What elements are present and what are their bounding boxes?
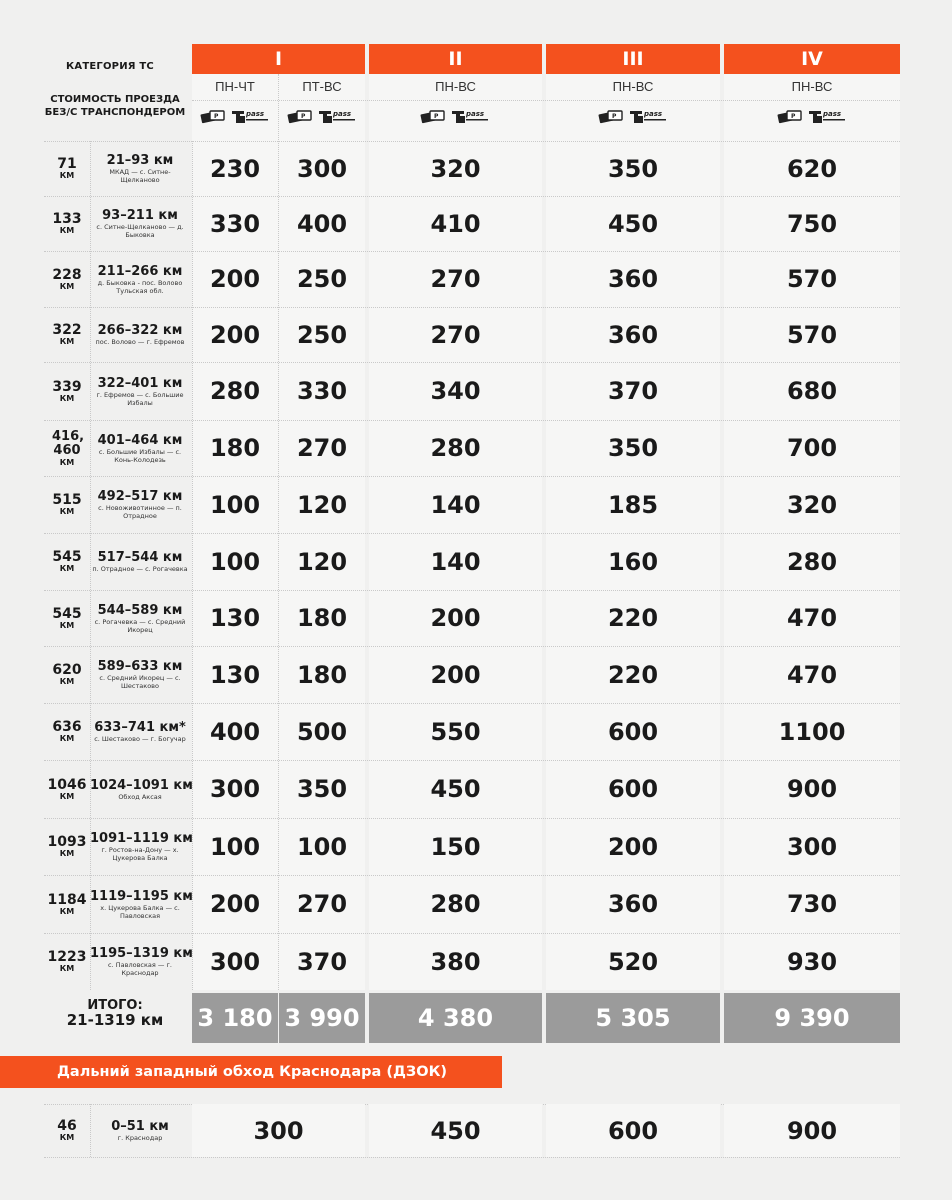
column-divider <box>278 74 279 990</box>
segment-range: 492–517 км <box>97 489 183 504</box>
segment <box>90 646 190 703</box>
transponder-icons <box>192 108 278 124</box>
days-label: ПН-ЧТ <box>215 79 255 94</box>
km-marker <box>44 875 90 933</box>
km-value: 545 <box>52 549 82 565</box>
km-unit: КМ <box>59 281 75 291</box>
total-cell: 4 380 <box>369 993 542 1043</box>
price-cell: 270 <box>430 265 481 293</box>
price-cell: 350 <box>607 154 659 183</box>
segment-range: 211–266 км <box>97 263 183 279</box>
price-cell: 320 <box>786 490 838 519</box>
km-value: 228 <box>52 266 82 283</box>
segment-range: 544–589 км <box>97 602 183 618</box>
card-cash-icon <box>200 108 228 124</box>
price-cell: 200 <box>209 890 261 918</box>
km-unit: КМ <box>59 677 75 686</box>
price-cell: 450 <box>607 209 659 238</box>
segment <box>90 933 193 990</box>
total-cell: 3 180 <box>192 993 278 1043</box>
km-unit: КМ <box>59 507 75 516</box>
svg-text:pass: pass <box>245 110 264 118</box>
card-cash-icon <box>598 108 626 124</box>
price-cell: 200 <box>430 660 481 689</box>
km-value: 515 <box>52 492 82 508</box>
segment-range: 517–544 км <box>97 550 183 565</box>
segment <box>90 362 190 420</box>
segment <box>90 420 190 476</box>
price-cell: 270 <box>430 320 481 349</box>
km-unit: КМ <box>59 620 75 630</box>
km-value: 1223 <box>47 949 87 965</box>
class-header-2: II <box>369 44 542 74</box>
price-cell: 900 <box>724 1104 900 1157</box>
price-cell: 370 <box>607 377 659 405</box>
segment <box>90 760 193 818</box>
table-row <box>0 196 952 251</box>
svg-text:P: P <box>434 113 439 120</box>
price-cell: 450 <box>430 775 481 803</box>
price-cell: 220 <box>607 604 659 632</box>
price-cell: 140 <box>430 547 481 576</box>
t-pass-icon <box>231 108 271 124</box>
price-cell: 140 <box>430 490 481 519</box>
km-unit: КМ <box>59 791 75 801</box>
segment-range: 633–741 км* <box>94 720 186 735</box>
segment-places: Обход Аксая <box>118 792 162 801</box>
km-marker <box>44 141 90 196</box>
price-cell: 570 <box>786 320 838 349</box>
price-cell: 130 <box>209 660 261 689</box>
km-unit: КМ <box>59 337 75 346</box>
t-pass-icon <box>808 108 848 124</box>
price-cell: 360 <box>607 890 659 918</box>
price-cell: 300 <box>192 1104 365 1157</box>
km-marker <box>44 818 90 875</box>
price-cell: 280 <box>209 377 261 405</box>
price-cell: 280 <box>786 547 838 576</box>
price-cell: 750 <box>786 209 838 238</box>
price-cell: 600 <box>546 1104 720 1157</box>
price-cell: 470 <box>786 660 838 689</box>
km-marker <box>44 420 90 476</box>
price-cell: 150 <box>430 832 481 861</box>
segment <box>90 818 193 875</box>
segment-range: 1195–1319 км <box>90 946 193 961</box>
segment-places: с. Павловская — г. Краснодар <box>108 961 172 977</box>
price-cell: 200 <box>607 832 659 861</box>
km-value: 71 <box>57 156 77 172</box>
segment-places: д. Быковка - пос. Волово Тульская обл. <box>97 278 183 295</box>
km-unit: КМ <box>59 393 75 403</box>
table-row <box>0 590 952 646</box>
svg-text:P: P <box>213 113 218 120</box>
km-unit: КМ <box>59 734 75 743</box>
segment-places: с. Большие Избалы — с. Конь-Колодезь <box>98 447 182 464</box>
price-cell: 680 <box>786 377 838 405</box>
km-marker <box>44 362 90 420</box>
price-cell: 300 <box>209 775 261 803</box>
svg-text:P: P <box>790 113 795 120</box>
segment-places: МКАД — с. Ситне-Щелканово <box>109 168 171 184</box>
price-cell: 250 <box>296 265 348 293</box>
svg-text:P: P <box>611 113 616 120</box>
segment-range: 21–93 км <box>106 153 174 168</box>
segment-places: пос. Волово — г. Ефремов <box>95 338 185 346</box>
segment-places: с. Рогачевка — с. Средний Икорец <box>94 617 186 634</box>
price-cell: 930 <box>786 947 838 976</box>
segment-places: г. Краснодар <box>117 1134 163 1142</box>
km-value: 1184 <box>47 891 87 908</box>
total-cell: 9 390 <box>724 993 900 1043</box>
km-marker <box>44 760 90 818</box>
price-cell: 450 <box>369 1104 542 1157</box>
segment <box>90 1104 190 1157</box>
price-cell: 520 <box>607 947 659 976</box>
table-row <box>0 420 952 476</box>
km-value: 416, 460 <box>52 428 85 458</box>
svg-text:pass: pass <box>822 110 841 118</box>
price-cell: 280 <box>430 890 481 918</box>
km-marker <box>44 307 90 362</box>
km-value: 322 <box>52 322 82 338</box>
km-unit: КМ <box>59 226 75 235</box>
price-cell: 1100 <box>778 717 846 746</box>
column-divider <box>192 141 193 990</box>
segment <box>90 307 190 362</box>
table-row <box>0 533 952 590</box>
km-unit: КМ <box>59 906 75 916</box>
svg-text:P: P <box>300 113 305 120</box>
km-unit: КМ <box>59 457 75 467</box>
segment-range: 322–401 км <box>97 375 183 391</box>
card-cash-icon <box>777 108 805 124</box>
km-marker <box>44 196 90 251</box>
price-cell: 300 <box>209 947 261 976</box>
km-unit: КМ <box>59 171 75 180</box>
price-cell: 100 <box>209 547 261 576</box>
segment-places: с. Ситне-Щелканово — д. Быковка <box>96 223 184 239</box>
price-cell: 600 <box>607 775 659 803</box>
price-cell: 550 <box>430 717 481 746</box>
row-divider <box>44 1157 900 1158</box>
total-cell: 5 305 <box>546 993 720 1043</box>
km-value: 545 <box>52 605 82 622</box>
segment-places: с. Новоживотинное — п. Отрадное <box>98 504 182 520</box>
km-marker <box>44 646 90 703</box>
price-cell: 620 <box>786 154 838 183</box>
price-cell: 730 <box>786 890 838 918</box>
segment <box>90 533 190 590</box>
km-value: 1093 <box>47 834 87 850</box>
class-header-1: I <box>192 44 365 74</box>
price-cell: 100 <box>209 832 261 861</box>
km-marker <box>44 933 90 990</box>
segment-range: 93–211 км <box>102 208 178 223</box>
price-cell: 340 <box>430 377 481 405</box>
svg-text:pass: pass <box>332 110 351 118</box>
t-pass-icon <box>629 108 669 124</box>
table-row <box>0 760 952 818</box>
price-cell: 330 <box>209 209 261 238</box>
segment-places: с. Средний Икорец — с. Шестаково <box>99 674 181 690</box>
class-header-3: III <box>546 44 720 74</box>
segment-range: 589–633 км <box>97 659 183 674</box>
price-cell: 350 <box>296 775 348 803</box>
divider <box>192 100 900 101</box>
price-cell: 380 <box>430 947 481 976</box>
km-unit: КМ <box>59 1133 75 1142</box>
price-cell: 185 <box>607 490 659 519</box>
price-cell: 700 <box>786 434 838 462</box>
column-divider <box>90 141 91 990</box>
price-cell: 180 <box>296 604 348 632</box>
km-value: 620 <box>52 662 82 678</box>
table-row <box>0 703 952 760</box>
price-cell: 120 <box>296 547 348 576</box>
segment-range: 0–51 км <box>111 1119 169 1134</box>
km-unit: КМ <box>59 849 75 858</box>
table-row <box>0 362 952 420</box>
price-cell: 130 <box>209 604 261 632</box>
price-cell: 410 <box>430 209 481 238</box>
dzok-banner: Дальний западный обход Краснодара (ДЗОК) <box>0 1056 502 1088</box>
transponder-icons <box>546 108 720 124</box>
km-marker <box>44 251 90 307</box>
segment-range: 401–464 км <box>97 432 183 448</box>
price-cell: 230 <box>209 154 261 183</box>
segment <box>90 703 190 760</box>
segment-range: 1091–1119 км <box>90 831 193 846</box>
km-marker <box>44 476 90 533</box>
svg-text:pass: pass <box>643 110 662 118</box>
table-row <box>0 818 952 875</box>
km-value: 46 <box>57 1118 77 1134</box>
segment-places: с. Шестаково — г. Богучар <box>94 735 186 743</box>
segment <box>90 590 190 646</box>
transponder-icons <box>369 108 542 124</box>
segment <box>90 196 190 251</box>
segment <box>90 141 190 196</box>
segment-range: 266–322 км <box>97 323 183 338</box>
t-pass-icon <box>318 108 358 124</box>
price-cell: 180 <box>296 660 348 689</box>
days-label: ПН-ВС <box>435 79 476 94</box>
price-cell: 270 <box>296 890 348 918</box>
price-cell: 320 <box>430 154 481 183</box>
km-unit: КМ <box>59 564 75 573</box>
table-row <box>0 307 952 362</box>
price-cell: 570 <box>786 265 838 293</box>
total-label <box>40 998 190 1028</box>
price-cell: 500 <box>296 717 348 746</box>
total-cell: 3 990 <box>279 993 365 1043</box>
segment-places: г. Ростов-на-Дону — х. Цукерова Балка <box>101 846 179 862</box>
km-value: 1046 <box>47 776 87 793</box>
price-cell: 300 <box>786 832 838 861</box>
price-cell: 400 <box>209 717 261 746</box>
price-cell: 470 <box>786 604 838 632</box>
price-cell: 180 <box>209 434 261 462</box>
price-cell: 350 <box>607 434 659 462</box>
price-cell: 400 <box>296 209 348 238</box>
class-header-4: IV <box>724 44 900 74</box>
segment <box>90 251 190 307</box>
km-marker <box>44 1104 90 1157</box>
table-row <box>0 875 952 933</box>
km-marker <box>44 533 90 590</box>
days-label: ПТ-ВС <box>302 79 342 94</box>
price-cell: 200 <box>430 604 481 632</box>
price-cell: 160 <box>607 547 659 576</box>
price-cell: 270 <box>296 434 348 462</box>
card-cash-icon <box>420 108 448 124</box>
total-range: 21-1319 км <box>66 1011 164 1029</box>
price-cell: 600 <box>607 717 659 746</box>
segment-places: х. Цукерова Балка — с. Павловская <box>100 903 180 920</box>
segment-range: 1119–1195 км <box>90 888 193 904</box>
price-cell: 900 <box>786 775 838 803</box>
price-cell: 100 <box>296 832 348 861</box>
segment-places: г. Ефремов — с. Большие Избалы <box>96 390 184 407</box>
days-label: ПН-ВС <box>612 79 654 94</box>
segment <box>90 476 190 533</box>
category-label: КАТЕГОРИЯ ТС <box>66 61 154 72</box>
transponder-icons <box>279 108 365 124</box>
price-cell: 220 <box>607 660 659 689</box>
price-cell: 100 <box>209 490 261 519</box>
t-pass-icon <box>451 108 491 124</box>
transponder-icons <box>724 108 900 124</box>
card-cash-icon <box>287 108 315 124</box>
price-cell: 370 <box>296 947 348 976</box>
price-cell: 360 <box>607 265 659 293</box>
table-row <box>0 251 952 307</box>
km-value: 133 <box>52 211 82 227</box>
cost-label: СТОИМОСТЬ ПРОЕЗДА БЕЗ/С ТРАНСПОНДЕРОМ <box>44 94 186 118</box>
svg-text:pass: pass <box>466 110 485 118</box>
price-cell: 300 <box>296 154 348 183</box>
segment-places: п. Отрадное — с. Рогачевка <box>92 565 188 573</box>
price-cell: 200 <box>209 320 261 349</box>
km-marker <box>44 703 90 760</box>
table-row <box>0 141 952 196</box>
km-value: 339 <box>52 378 82 395</box>
price-cell: 280 <box>430 434 481 462</box>
table-row <box>0 646 952 703</box>
price-cell: 250 <box>296 320 348 349</box>
price-cell: 200 <box>209 265 261 293</box>
table-row <box>0 476 952 533</box>
km-value: 636 <box>52 719 82 735</box>
total-title: ИТОГО: <box>87 998 143 1013</box>
km-unit: КМ <box>59 964 75 973</box>
km-marker <box>44 590 90 646</box>
price-cell: 330 <box>296 377 348 405</box>
days-label: ПН-ВС <box>791 79 833 94</box>
segment <box>90 875 193 933</box>
segment-range: 1024–1091 км <box>90 777 193 793</box>
table-row <box>0 933 952 990</box>
price-cell: 120 <box>296 490 348 519</box>
price-cell: 360 <box>607 320 659 349</box>
